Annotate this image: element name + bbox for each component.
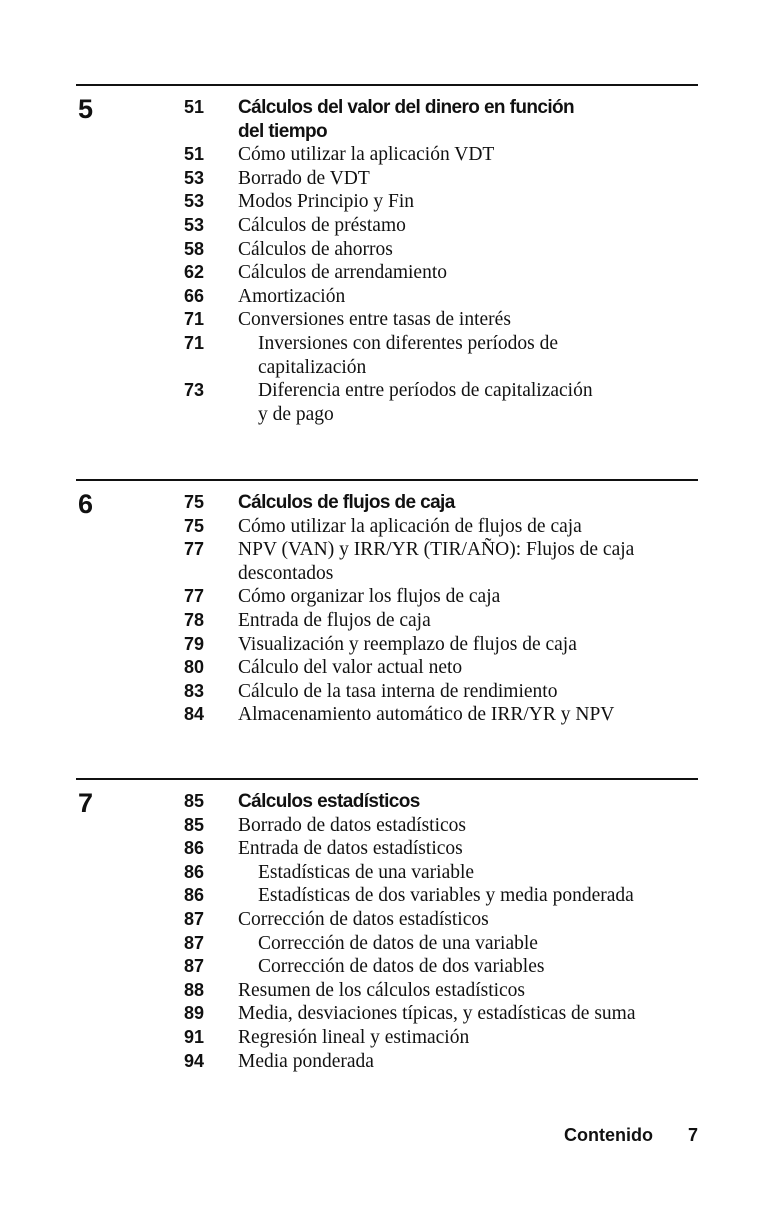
chapter-5-rule: [76, 84, 698, 86]
toc-entry-title: Borrado de datos estadísticos: [238, 814, 466, 836]
toc-entry-title: Media ponderada: [238, 1050, 374, 1072]
toc-entry: [0, 609, 778, 633]
toc-entry-title: Corrección de datos estadísticos: [238, 908, 489, 930]
toc-entry: [0, 143, 778, 167]
toc-page-number: 73: [183, 380, 204, 401]
toc-chapter-heading: del tiempo: [238, 120, 328, 142]
toc-page-number: 53: [183, 214, 204, 235]
toc-entry: [0, 861, 778, 885]
toc-entry-title: descontados: [238, 562, 334, 584]
toc-entry-title: Inversiones con diferentes períodos de: [258, 332, 558, 354]
chapter-number: 7: [78, 788, 94, 818]
toc-entry-title: Borrado de VDT: [238, 167, 370, 189]
toc-entry: [0, 261, 778, 285]
toc-entry: [0, 562, 778, 586]
toc-entry: [0, 680, 778, 704]
toc-entry: [0, 190, 778, 214]
toc-entry-title: Estadísticas de una variable: [258, 861, 475, 883]
toc-entry-title: Diferencia entre períodos de capitalización: [258, 380, 593, 402]
toc-entry: [0, 790, 778, 814]
toc-page-number: 80: [183, 657, 204, 678]
toc-entry: [0, 703, 778, 727]
chapter-number: 5: [78, 94, 94, 124]
toc-entry: [0, 955, 778, 979]
footer-label: Contenido: [564, 1125, 653, 1145]
toc-entry: [0, 332, 778, 356]
toc-entry: [0, 356, 778, 380]
toc-entry: [0, 1050, 778, 1074]
toc-page-number: 83: [183, 680, 204, 701]
toc-entry: [0, 1026, 778, 1050]
toc-entry: [0, 515, 778, 539]
toc-entry: [0, 120, 778, 144]
toc-entry-title: Cómo utilizar la aplicación de flujos de caja: [238, 515, 582, 537]
toc-page-number: 77: [183, 586, 204, 607]
toc-page-number: 87: [183, 908, 204, 929]
toc-entry: [0, 633, 778, 657]
toc-entry-title: Cálculos de ahorros: [238, 238, 393, 260]
toc-page-number: 77: [183, 539, 204, 560]
chapter-5-contents: [0, 96, 778, 426]
toc-entry-title: y de pago: [258, 403, 334, 425]
toc-entry: [0, 656, 778, 680]
toc-entry-title: capitalización: [258, 356, 367, 378]
toc-entry-title: Modos Principio y Fin: [238, 191, 415, 213]
toc-page-number: 86: [183, 861, 204, 882]
toc-page-number: 78: [183, 609, 204, 630]
toc-entry-title: Corrección de datos de una variable: [258, 932, 538, 954]
toc-page-number: 86: [183, 885, 204, 906]
toc-entry-title: Amortización: [238, 285, 346, 307]
toc-page-number: 71: [183, 309, 204, 330]
toc-entry: [0, 308, 778, 332]
toc-page-number: 87: [183, 932, 204, 953]
toc-entry: [0, 814, 778, 838]
toc-chapter-heading: Cálculos estadísticos: [238, 791, 420, 812]
toc-entry: [0, 837, 778, 861]
toc-entry-title: Corrección de datos de dos variables: [258, 956, 545, 978]
toc-entry-title: Cómo utilizar la aplicación VDT: [238, 144, 495, 166]
toc-entry-title: Cálculo de la tasa interna de rendimiento: [238, 680, 558, 702]
toc-page-number: 51: [183, 144, 204, 165]
toc-page-number: 75: [183, 515, 204, 536]
toc-entry-title: Resumen de los cálculos estadísticos: [238, 979, 526, 1001]
toc-chapter-heading: Cálculos de flujos de caja: [238, 492, 455, 513]
footer-page-number: 7: [687, 1125, 698, 1145]
toc-page-number: 75: [183, 492, 204, 512]
toc-entry: [0, 585, 778, 609]
toc-entry-title: Conversiones entre tasas de interés: [238, 309, 511, 331]
toc-entry: [0, 403, 778, 427]
toc-entry: [0, 96, 778, 120]
toc-entry-title: Cálculos de arrendamiento: [238, 262, 448, 284]
toc-entry-title: Entrada de flujos de caja: [238, 609, 431, 631]
toc-page-number: 84: [183, 704, 204, 725]
toc-entry-title: Estadísticas de dos variables y media ponderada: [258, 885, 634, 907]
page-footer: [0, 1125, 778, 1151]
toc-entry: [0, 884, 778, 908]
toc-entry: [0, 491, 778, 515]
toc-entry: [0, 1002, 778, 1026]
toc-entry-title: NPV (VAN) y IRR/YR (TIR/AÑO): Flujos de caja: [238, 539, 635, 561]
toc-entry-title: Entrada de datos estadísticos: [238, 838, 463, 860]
toc-page-number: 94: [183, 1050, 204, 1071]
toc-entry-title: Almacenamiento automático de IRR/YR y NPV: [238, 704, 615, 726]
toc-entry: [0, 238, 778, 262]
chapter-6-contents: [0, 491, 778, 727]
toc-entry: [0, 908, 778, 932]
toc-page-number: 58: [183, 238, 204, 259]
toc-page-number: 66: [183, 285, 204, 306]
toc-entry-title: Regresión lineal y estimación: [238, 1026, 470, 1048]
toc-entry: [0, 979, 778, 1003]
toc-entry: [0, 932, 778, 956]
toc-entry-title: Visualización y reemplazo de flujos de caja: [238, 633, 577, 655]
toc-page-number: 51: [183, 97, 204, 117]
toc-chapter-heading: Cálculos del valor del dinero en función: [238, 97, 575, 118]
toc-entry-title: Media, desviaciones típicas, y estadísticas de suma: [238, 1003, 636, 1025]
chapter-7-rule: [76, 778, 698, 780]
toc-entry: [0, 538, 778, 562]
toc-page-number: 85: [183, 814, 204, 835]
toc-entry-title: Cómo organizar los flujos de caja: [238, 586, 501, 608]
toc-page-number: 62: [183, 262, 204, 283]
toc-entry: [0, 214, 778, 238]
toc-entry: [0, 167, 778, 191]
toc-page-number: 53: [183, 167, 204, 188]
toc-page-number: 91: [183, 1026, 204, 1047]
toc-page-number: 89: [183, 1003, 204, 1024]
toc-page-number: 79: [183, 633, 204, 654]
toc-page-number: 53: [183, 191, 204, 212]
toc-entry-title: Cálculos de préstamo: [238, 214, 406, 236]
chapter-7-contents: [0, 790, 778, 1073]
chapter-number: 6: [78, 489, 94, 519]
toc-page-number: 88: [183, 979, 204, 1000]
toc-page-number: 86: [183, 838, 204, 859]
toc-page-number: 71: [183, 332, 204, 353]
toc-entry-title: Cálculo del valor actual neto: [238, 657, 463, 679]
toc-page-number: 85: [183, 791, 204, 811]
toc-page-number: 87: [183, 956, 204, 977]
chapter-6-rule: [76, 479, 698, 481]
toc-entry: [0, 285, 778, 309]
toc-entry: [0, 379, 778, 403]
